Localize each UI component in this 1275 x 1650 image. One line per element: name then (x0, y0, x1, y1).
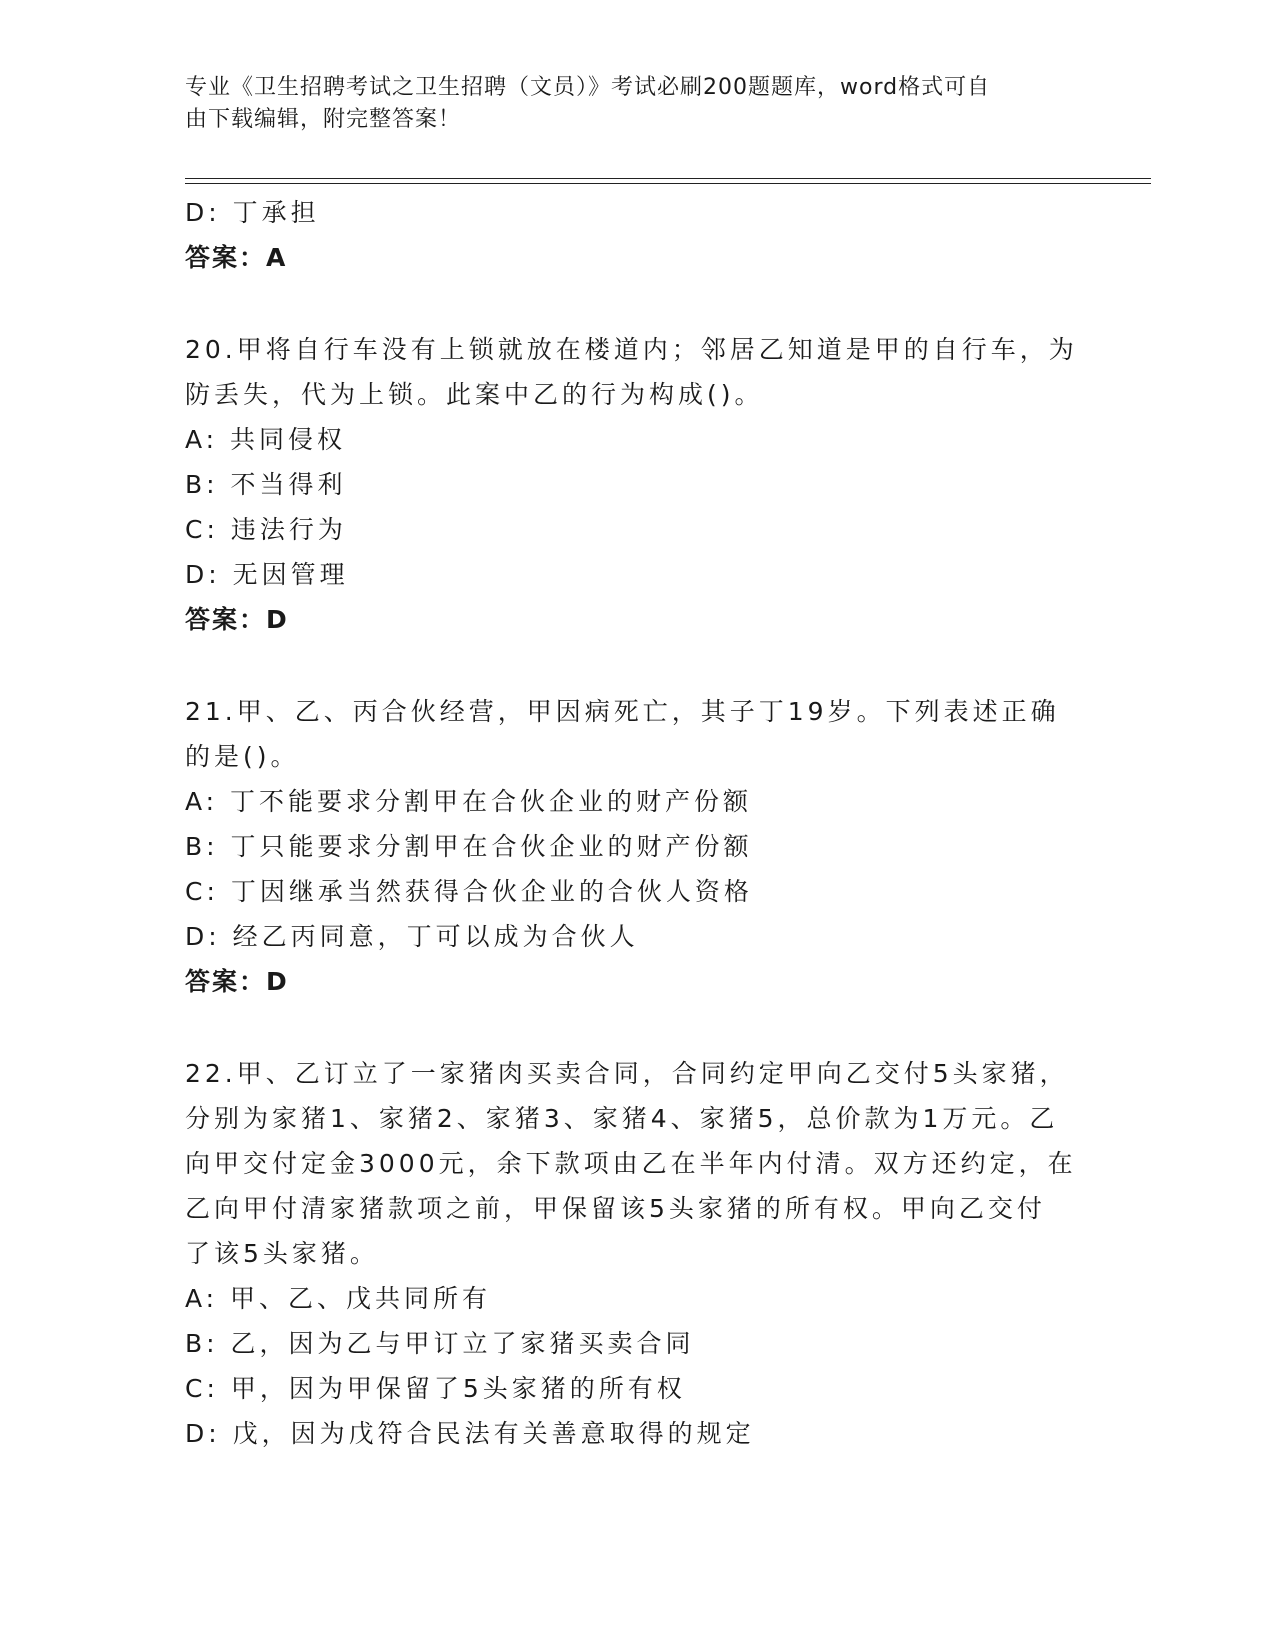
question-stem: 了该5头家猪。 (185, 1239, 379, 1268)
question-21 (185, 689, 1085, 1004)
option-b: B: 不当得利 (185, 470, 347, 499)
option-a: A: 丁不能要求分割甲在合伙企业的财产份额 (185, 787, 753, 816)
option-a: A: 共同侵权 (185, 425, 347, 454)
option-d: D: 经乙丙同意，丁可以成为合伙人 (185, 922, 639, 951)
question-stem: 22.甲、乙订立了一家猪肉买卖合同，合同约定甲向乙交付5头家猪， (185, 1059, 1069, 1088)
option-d: D: 无因管理 (185, 560, 349, 589)
option-a: A: 甲、乙、戊共同所有 (185, 1284, 492, 1313)
answer-line: 答案：D (185, 967, 289, 996)
spacer (185, 1004, 1085, 1051)
spacer (185, 280, 1085, 327)
question-stem: 向甲交付定金3000元，余下款项由乙在半年内付清。双方还约定，在 (185, 1149, 1077, 1178)
option-c: C: 违法行为 (185, 515, 347, 544)
header-divider-bottom (185, 183, 1151, 184)
header-divider-top (185, 178, 1151, 179)
option-d: D: 丁承担 (185, 198, 320, 227)
question-20 (185, 327, 1085, 642)
question-stem: 分别为家猪1、家猪2、家猪3、家猪4、家猪5，总价款为1万元。乙 (185, 1104, 1059, 1133)
header-line-2: 由下载编辑，附完整答案！ (185, 107, 462, 132)
question-stem: 防丢失，代为上锁。此案中乙的行为构成()。 (185, 380, 764, 409)
header-line-1: 专业《卫生招聘考试之卫生招聘（文员）》考试必刷200题题库，word格式可自 (185, 75, 991, 100)
option-b: B: 丁只能要求分割甲在合伙企业的财产份额 (185, 832, 753, 861)
question-stem: 的是()。 (185, 742, 300, 771)
answer-line: 答案：D (185, 605, 289, 634)
previous-question-tail (185, 190, 1085, 280)
question-stem: 乙向甲付清家猪款项之前，甲保留该5头家猪的所有权。甲向乙交付 (185, 1194, 1046, 1223)
option-d: D: 戊，因为戊符合民法有关善意取得的规定 (185, 1419, 755, 1448)
option-c: C: 丁因继承当然获得合伙企业的合伙人资格 (185, 877, 753, 906)
question-stem: 21.甲、乙、丙合伙经营，甲因病死亡，其子丁19岁。下列表述正确 (185, 697, 1060, 726)
spacer (185, 642, 1085, 689)
question-22 (185, 1051, 1085, 1456)
answer-line: 答案：A (185, 243, 288, 272)
document-body (185, 190, 1085, 1456)
question-stem: 20.甲将自行车没有上锁就放在楼道内；邻居乙知道是甲的自行车，为 (185, 335, 1078, 364)
option-b: B: 乙，因为乙与甲订立了家猪买卖合同 (185, 1329, 695, 1358)
option-c: C: 甲，因为甲保留了5头家猪的所有权 (185, 1374, 686, 1403)
document-header (185, 72, 1065, 136)
